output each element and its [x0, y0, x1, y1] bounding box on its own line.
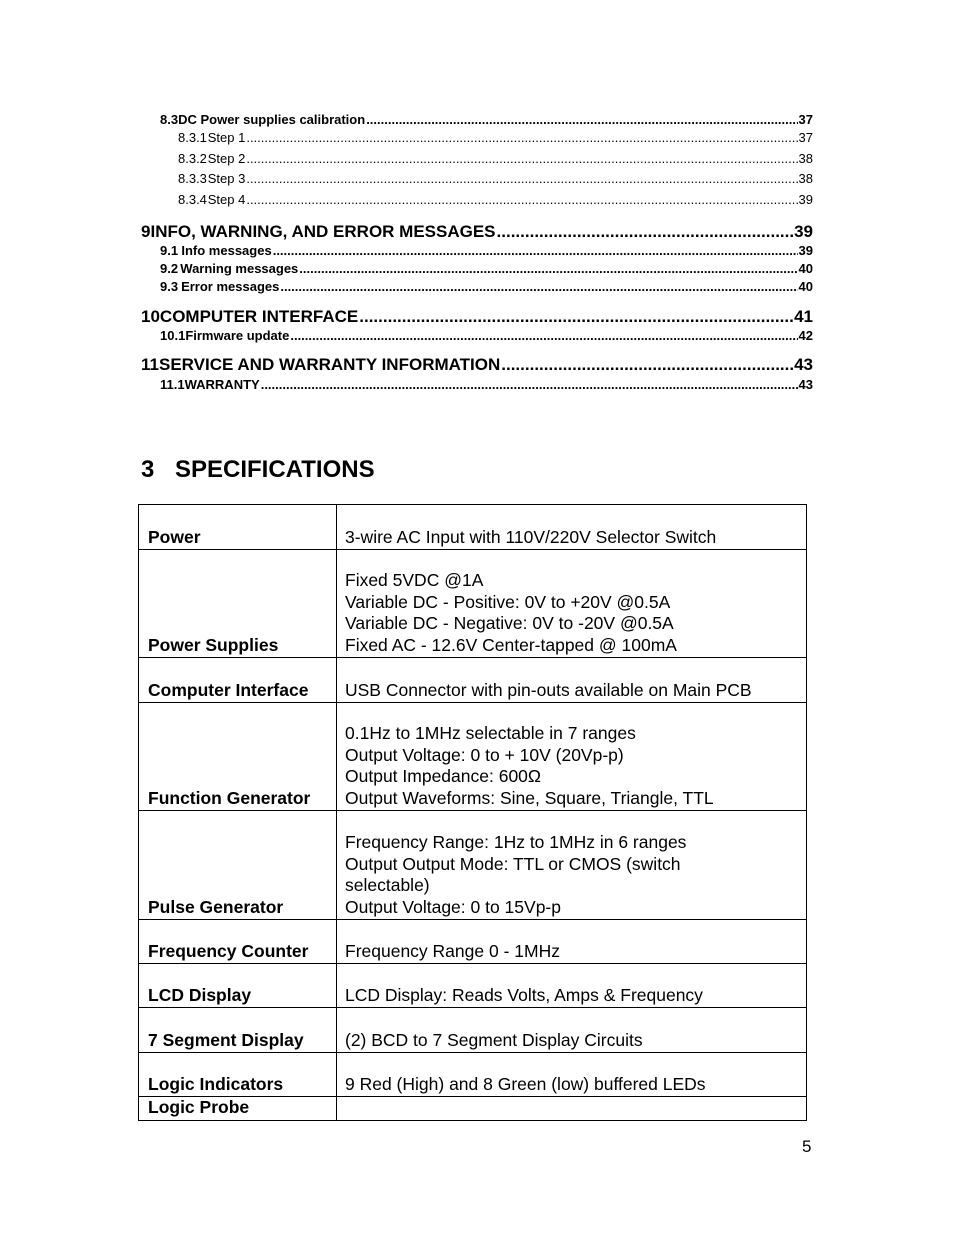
toc-entry-number: 10 [141, 307, 160, 326]
toc-entry-page: 38 [798, 151, 813, 166]
spec-value-line: 9 Red (High) and 8 Green (low) buffered LEDs [345, 1073, 706, 1094]
spec-label: Computer Interface [139, 658, 337, 703]
toc-entry-number: 9.1 [160, 243, 179, 258]
spec-value-line: Output Output Mode: TTL or CMOS (switch [345, 853, 681, 874]
toc-entry-number: 11.1 [160, 377, 185, 392]
toc-entry-page: 39 [794, 222, 813, 241]
toc-entry-10-1[interactable] [160, 328, 813, 343]
toc-entry-title: Warning messages [180, 261, 299, 276]
toc-entry-9[interactable] [141, 222, 813, 242]
table-row [139, 811, 807, 920]
spec-value-line: Output Voltage: 0 to + 10V (20Vp-p) [345, 744, 624, 765]
table-row [139, 1008, 807, 1053]
toc-entry-title: INFO, WARNING, AND ERROR MESSAGES [150, 222, 496, 241]
spec-value [337, 550, 807, 658]
table-row [139, 505, 807, 550]
spec-value-line: (2) BCD to 7 Segment Display Circuits [345, 1029, 643, 1050]
toc-leader-dots [290, 328, 797, 343]
spec-value-line: Output Voltage: 0 to 15Vp-p [345, 896, 561, 917]
page-number: 5 [802, 1137, 812, 1156]
toc-entry-page: 40 [798, 279, 813, 294]
toc-entry-9-2[interactable] [160, 261, 813, 276]
toc-entry-8-3-3[interactable] [178, 171, 813, 186]
toc-leader-dots [261, 377, 798, 392]
table-row [139, 1053, 807, 1097]
toc-entry-title: Info messages [181, 243, 272, 258]
spec-value [337, 505, 807, 550]
toc-leader-dots [246, 130, 797, 145]
table-row [139, 1097, 807, 1121]
toc-leader-dots [246, 192, 797, 207]
toc-entry-8-3-1[interactable] [178, 130, 813, 145]
toc-entry-page: 41 [794, 307, 813, 326]
table-row [139, 658, 807, 703]
spec-value-line: Fixed AC - 12.6V Center-tapped @ 100mA [345, 634, 677, 655]
toc-leader-dots [501, 355, 793, 375]
spec-value-line: Variable DC - Negative: 0V to -20V @0.5A [345, 613, 674, 633]
spec-value-line: USB Connector with pin-outs available on Main PCB [345, 679, 752, 700]
toc-entry-number: 8.3.3 [178, 171, 207, 186]
toc-entry-number: 8.3.1 [178, 130, 207, 145]
toc-entry-number: 11 [141, 355, 159, 374]
toc-entry-9-3[interactable] [160, 279, 813, 294]
toc-entry-page: 39 [798, 243, 813, 258]
spec-value [337, 1053, 807, 1097]
spec-value [337, 920, 807, 964]
spec-label: Logic Probe [139, 1097, 337, 1121]
toc-leader-dots [273, 243, 798, 258]
spec-label: Power Supplies [139, 550, 337, 658]
toc-entry-11-1[interactable] [160, 377, 813, 392]
spec-label: Power [139, 505, 337, 550]
spec-label: LCD Display [139, 964, 337, 1008]
spec-label: Logic Indicators [139, 1053, 337, 1097]
spec-value [337, 1097, 807, 1121]
toc-entry-page: 38 [798, 171, 813, 186]
toc-entry-page: 43 [794, 355, 813, 374]
specifications-table [138, 504, 807, 1121]
toc-leader-dots [246, 171, 797, 186]
toc-entry-page: 40 [798, 261, 813, 276]
toc-entry-8-3-2[interactable] [178, 151, 813, 166]
toc-entry-page: 37 [798, 112, 813, 127]
section-number: 3 [141, 456, 155, 483]
spec-label: Function Generator [139, 703, 337, 811]
toc-entry-number: 10.1 [160, 328, 186, 343]
toc-entry-number: 9.2 [160, 261, 179, 276]
spec-value [337, 1008, 807, 1053]
spec-value-line: Variable DC - Positive: 0V to +20V @0.5A [345, 591, 671, 612]
toc-entry-number: 8.3 [160, 112, 179, 127]
toc-entry-title: SERVICE AND WARRANTY INFORMATION [158, 355, 501, 374]
toc-leader-dots [246, 151, 797, 166]
toc-entry-page: 39 [798, 192, 813, 207]
toc-entry-8-3[interactable] [160, 112, 813, 127]
toc-entry-title: Error messages [181, 279, 280, 294]
section-heading [141, 456, 375, 484]
toc-entry-number: 8.3.2 [178, 151, 207, 166]
toc-leader-dots [359, 307, 793, 327]
toc-entry-10[interactable] [141, 307, 813, 327]
toc-entry-number: 9.3 [160, 279, 179, 294]
spec-value-line: 3-wire AC Input with 110V/220V Selector Switch [345, 526, 717, 547]
toc-leader-dots [280, 279, 797, 294]
spec-value-line: selectable) [345, 875, 430, 895]
spec-value-line: Output Impedance: 600Ω [345, 766, 541, 786]
spec-label: Frequency Counter [139, 920, 337, 964]
spec-value-line: LCD Display: Reads Volts, Amps & Frequency [345, 984, 703, 1005]
spec-value [337, 703, 807, 811]
toc-entry-9-1[interactable] [160, 243, 813, 258]
toc-entry-title: Step 1 [207, 130, 246, 145]
toc-entry-title: Firmware update [185, 328, 290, 343]
toc-entry-title: Step 3 [207, 171, 246, 186]
toc-entry-page: 43 [798, 377, 813, 392]
toc-entry-title: DC Power supplies calibration [178, 112, 366, 127]
toc-entry-number: 8.3.4 [178, 192, 207, 207]
toc-entry-page: 37 [798, 130, 813, 145]
toc-entry-title: Step 2 [207, 151, 246, 166]
spec-value [337, 964, 807, 1008]
spec-value [337, 658, 807, 703]
table-row [139, 550, 807, 658]
section-title: SPECIFICATIONS [175, 456, 375, 483]
toc-leader-dots [299, 261, 797, 276]
spec-value-line: 0.1Hz to 1MHz selectable in 7 ranges [345, 723, 636, 743]
table-row [139, 964, 807, 1008]
spec-label: 7 Segment Display [139, 1008, 337, 1053]
spec-value-line: Frequency Range: 1Hz to 1MHz in 6 ranges [345, 832, 687, 852]
toc-entry-11[interactable] [141, 355, 813, 375]
spec-value [337, 811, 807, 920]
spec-value-line: Fixed 5VDC @1A [345, 570, 484, 590]
table-row [139, 703, 807, 811]
toc-entry-number: 9 [141, 222, 151, 241]
toc-leader-dots [497, 222, 794, 242]
toc-entry-title: COMPUTER INTERFACE [159, 307, 359, 326]
toc-entry-title: Step 4 [207, 192, 246, 207]
spec-value-line: Frequency Range 0 - 1MHz [345, 940, 560, 961]
toc-entry-page: 42 [798, 328, 813, 343]
toc-entry-8-3-4[interactable] [178, 192, 813, 207]
spec-label: Pulse Generator [139, 811, 337, 920]
table-row [139, 920, 807, 964]
toc-entry-title: WARRANTY [184, 377, 260, 392]
spec-value-line: Output Waveforms: Sine, Square, Triangle, TTL [345, 787, 714, 808]
toc-leader-dots [366, 112, 797, 127]
